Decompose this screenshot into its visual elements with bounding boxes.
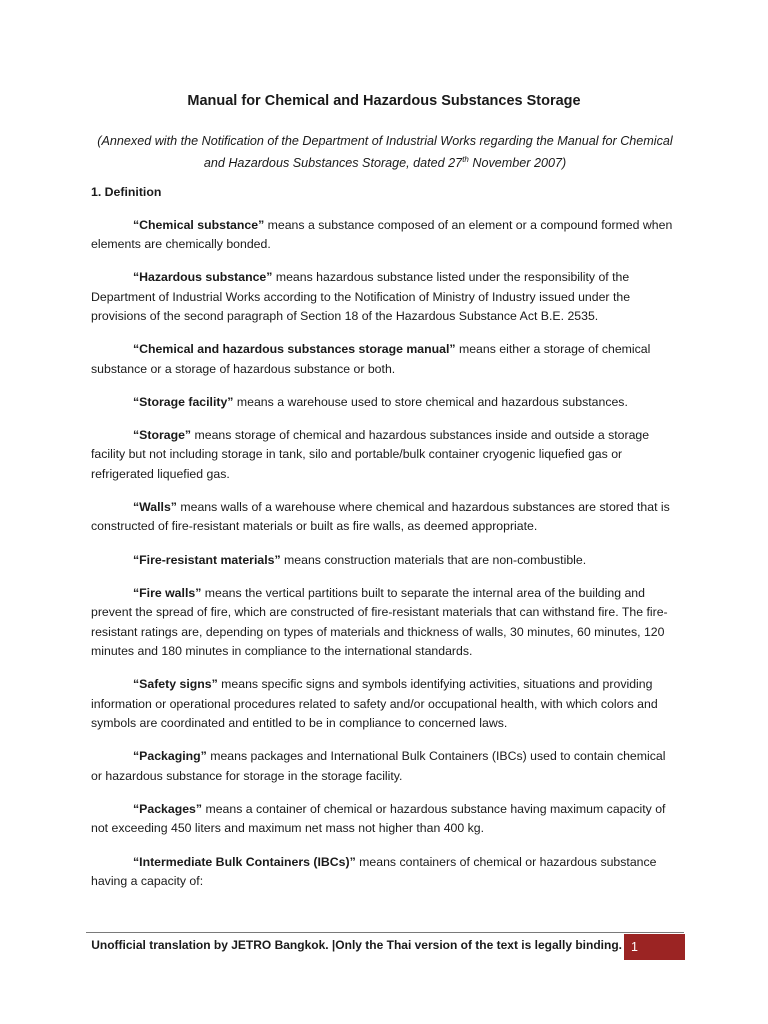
definition-term: “Safety signs” bbox=[133, 677, 218, 692]
definition-chemical-substance bbox=[91, 216, 676, 255]
definition-safety-signs bbox=[91, 675, 676, 734]
definition-term: “Fire-resistant materials” bbox=[133, 552, 281, 567]
definition-term: “Chemical and hazardous substances storage manual” bbox=[133, 342, 456, 357]
document-body bbox=[91, 183, 676, 905]
definition-storage-manual bbox=[91, 340, 676, 379]
definition-term: “Hazardous substance” bbox=[133, 270, 273, 285]
page-number-badge: 1 bbox=[624, 934, 685, 960]
definition-term: “Packages” bbox=[133, 801, 203, 816]
definition-term: “Walls” bbox=[133, 499, 177, 514]
definition-text: means a container of chemical or hazardous substance having maximum capacity of not exceeding 450 liters and maximum net mass not higher than 400 kg. bbox=[91, 801, 666, 836]
definition-fire-resistant-materials bbox=[91, 551, 676, 571]
definition-text: means a substance composed of an element or a compound formed when elements are chemically bonded. bbox=[91, 217, 673, 251]
section-heading: 1. Definition bbox=[91, 185, 162, 199]
definition-text: means hazardous substance listed under the responsibility of the Department of Industrial Works according to the Notification of Ministry of Industry issued under the provisions of the second paragraph of Section 18 of the Hazardous Substance Act B.E. 2535. bbox=[91, 270, 631, 324]
definition-text: means containers of chemical or hazardous substance having a capacity of: bbox=[91, 854, 657, 889]
definition-term: “Chemical substance” bbox=[133, 217, 265, 232]
definition-term: “Storage facility” bbox=[133, 394, 234, 409]
document-subtitle bbox=[90, 130, 680, 174]
footer-divider bbox=[86, 932, 684, 933]
definition-term: “Storage” bbox=[133, 427, 192, 442]
definition-storage bbox=[91, 426, 676, 485]
document-title: Manual for Chemical and Hazardous Substances Storage bbox=[187, 93, 581, 109]
definition-hazardous-substance bbox=[91, 268, 676, 327]
subtitle-text-end: November 2007) bbox=[468, 156, 567, 170]
definition-term: “Fire walls” bbox=[133, 585, 202, 600]
definition-text: means either a storage of chemical substance or a storage of hazardous substance or both. bbox=[91, 342, 651, 376]
definition-text: means the vertical partitions built to separate the internal area of the building and prevent the spread of fire, which are constructed of fire-resistant materials that can withstand fire. The fire-resistant ratings are, depending on types of materials and thickness of walls, 30 minutes, 60 minutes, 120 minutes and 180 minutes in compliance to the international standards. bbox=[91, 585, 668, 659]
definition-text: means walls of a warehouse where chemical and hazardous substances are stored that is constructed of fire-resistant materials or built as fire walls, as deemed appropriate. bbox=[91, 499, 670, 534]
definition-packages bbox=[91, 800, 676, 839]
subtitle-text: (Annexed with the Notification of the Department of Industrial Works regarding the Manual for Chemical and Hazardous Substances Storage, dated 27 bbox=[97, 134, 673, 170]
definition-walls bbox=[91, 498, 676, 537]
definition-packaging bbox=[91, 747, 676, 786]
definition-storage-facility bbox=[91, 393, 676, 413]
footer-disclaimer: Unofficial translation by JETRO Bangkok. |Only the Thai version of the text is legally binding. bbox=[91, 938, 622, 952]
definition-text: means specific signs and symbols identifying activities, situations and providing information or operational procedures related to safety and/or occupational health, with which colors and symbols are coordinated and entitled to be in compliance to concerned laws. bbox=[91, 677, 658, 731]
definition-fire-walls bbox=[91, 584, 676, 662]
definition-text: means a warehouse used to store chemical and hazardous substances. bbox=[233, 394, 628, 409]
definition-ibcs bbox=[91, 853, 676, 892]
definition-text: means storage of chemical and hazardous substances inside and outside a storage facility but not including storage in tank, silo and portable/bulk container cryogenic liquefied gas or refrigerated liquefied gas. bbox=[91, 427, 650, 481]
definition-text: means construction materials that are non-combustible. bbox=[280, 552, 587, 567]
definition-term: “Packaging” bbox=[133, 749, 207, 764]
definition-text: means packages and International Bulk Containers (IBCs) used to contain chemical or hazardous substance for storage in the storage facility. bbox=[91, 749, 666, 783]
subtitle-superscript: th bbox=[462, 154, 469, 164]
definition-term: “Intermediate Bulk Containers (IBCs)” bbox=[133, 854, 356, 869]
